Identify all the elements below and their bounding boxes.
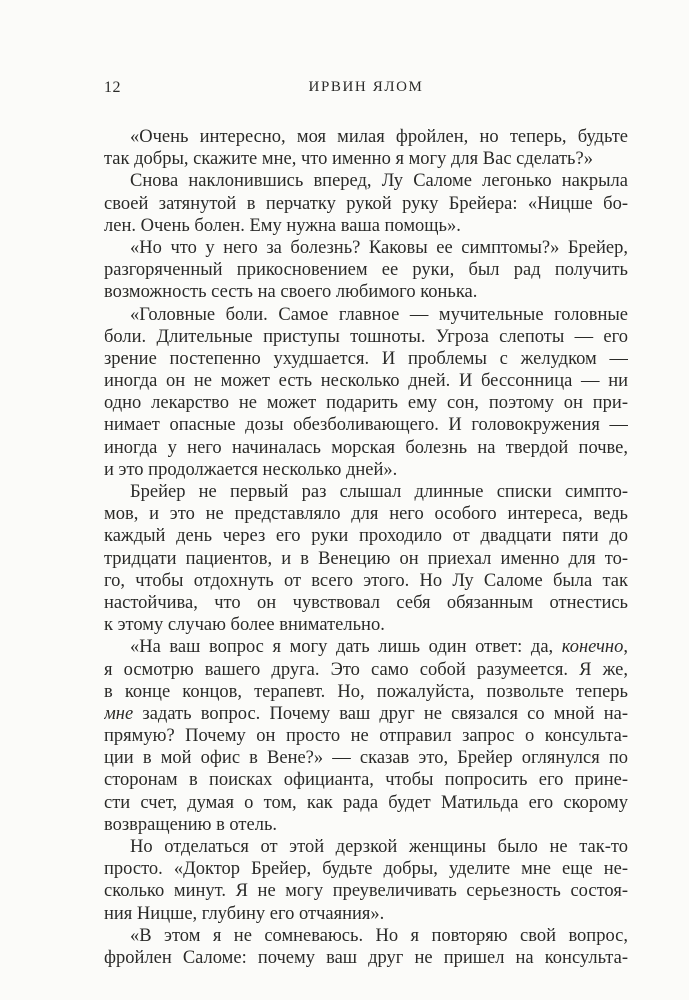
text-line — [104, 503, 628, 525]
text-line — [104, 792, 628, 814]
text-segment: ния Ницше, глубину его отчаяния». — [104, 903, 385, 924]
text-segment: просто. «Доктор Брейер, будьте добры, уделите мне еще не- — [104, 859, 628, 880]
text-line — [104, 392, 628, 414]
text-line — [104, 481, 628, 503]
text-line — [104, 326, 628, 348]
text-segment: иногда у него начиналась морская болезнь на твердой почве, — [104, 437, 628, 458]
body-text — [104, 126, 628, 969]
text-segment: «В этом я не сомневаюсь. Но я повторяю свой вопрос, — [130, 925, 628, 946]
text-line — [104, 170, 628, 192]
text-line — [104, 925, 628, 947]
text-line — [104, 193, 628, 215]
text-segment: и это продолжается несколько дней». — [104, 459, 398, 480]
text-segment: одно лекарство не может подарить ему сон, поэтому он при- — [104, 393, 628, 414]
text-line — [104, 592, 628, 614]
text-line — [104, 237, 628, 259]
text-segment: го, чтобы отдохнуть от всего этого. Но Лу Саломе была так — [104, 570, 628, 591]
text-segment: мов, и это не представляло для него особого интереса, ведь — [104, 504, 628, 525]
text-segment: к этому случаю более внимательно. — [104, 615, 385, 636]
text-segment: «На ваш вопрос я могу дать лишь один ответ: да, — [130, 637, 562, 658]
text-line — [104, 636, 628, 658]
text-segment: «Очень интересно, моя милая фройлен, но теперь, будьте — [130, 127, 628, 147]
text-line — [104, 414, 628, 436]
text-segment: сти счет, думая о том, как рада будет Матильда его скорому — [104, 792, 628, 813]
text-line — [104, 437, 628, 459]
running-head-author: ИРВИН ЯЛОМ — [308, 79, 424, 95]
text-segment: в конце концов, терапевт. Но, пожалуйста, позвольте теперь — [104, 681, 628, 702]
text-segment: Снова наклонившись вперед, Лу Саломе легонько накрыла — [130, 171, 628, 192]
text-segment: сколько минут. Я не могу преувеличивать серьезность состоя- — [104, 881, 628, 902]
text-segment: возвращению в отель. — [104, 814, 278, 835]
text-segment: «Но что у него за болезнь? Каковы ее симптомы?» Брейер, — [130, 237, 628, 258]
text-line — [104, 281, 628, 303]
text-line — [104, 836, 628, 858]
text-line — [104, 947, 628, 969]
emphasized-text: конечно — [561, 637, 624, 658]
text-line — [104, 525, 628, 547]
text-segment: Но отделаться от этой дерзкой женщины было не так-то — [130, 837, 628, 857]
text-segment: так добры, скажите мне, что именно я могу для Вас сделать?» — [104, 149, 593, 170]
page-number: 12 — [104, 79, 121, 96]
text-line — [104, 703, 628, 725]
text-segment: тридцати пациентов, и в Венецию он приехал именно для то- — [104, 548, 628, 569]
text-segment: ции в мой офис в Вене?» — сказав это, Брейер оглянулся по — [104, 748, 628, 769]
text-line — [104, 370, 628, 392]
text-segment: фройлен Саломе: почему ваш друг не пришел на консульта- — [104, 947, 628, 968]
text-segment: лен. Очень болен. Ему нужна ваша помощь». — [104, 215, 461, 236]
text-line — [104, 304, 628, 326]
text-line — [104, 858, 628, 880]
text-segment: я осмотрю вашего друга. Это само собой разумеется. Я же, — [104, 659, 628, 680]
text-segment: сторонам в поисках официанта, чтобы попросить его прине- — [104, 770, 628, 791]
text-line — [104, 659, 628, 681]
text-line — [104, 259, 628, 281]
text-segment: , — [623, 637, 628, 658]
text-segment: своей затянутой в перчатку рукой руку Брейера: «Ницше бо- — [104, 193, 628, 214]
text-line — [104, 548, 628, 570]
text-line — [104, 681, 628, 703]
text-line — [104, 880, 628, 902]
text-segment: боли. Длительные приступы тошноты. Угроза слепоты — его — [104, 326, 628, 347]
text-segment: разгоряченный прикосновением ее руки, был рад получить — [104, 260, 628, 281]
text-line — [104, 814, 628, 836]
text-line — [104, 614, 628, 636]
emphasized-text: мне — [104, 703, 134, 724]
text-line — [104, 725, 628, 747]
text-segment: прямую? Почему он просто не отправил запрос о консульта- — [104, 726, 628, 747]
text-segment: настойчива, что он чувствовал себя обязанным отнестись — [104, 592, 628, 613]
text-segment: зрение постепенно ухудшается. И проблемы с желудком — — [104, 348, 628, 369]
text-segment: нимает опасные дозы обезболивающего. И головокружения — — [104, 415, 628, 436]
text-line — [104, 348, 628, 370]
text-segment: возможность сесть на своего любимого конька. — [104, 282, 478, 303]
text-line — [104, 903, 628, 925]
text-segment: каждый день через его руки проходило от двадцати пяти до — [104, 526, 628, 547]
text-line — [104, 747, 628, 769]
text-line — [104, 769, 628, 791]
text-segment: Брейер не первый раз слышал длинные списки симпто- — [130, 482, 628, 502]
page-header — [104, 79, 628, 103]
text-line — [104, 459, 628, 481]
text-line — [104, 570, 628, 592]
text-segment: «Головные боли. Самое главное — мучительные головные — [130, 304, 628, 325]
text-line — [104, 148, 628, 170]
text-segment: задать вопрос. Почему ваш друг не связался со мной на- — [133, 703, 628, 724]
text-line — [104, 215, 628, 237]
text-line — [104, 126, 628, 148]
text-segment: иногда он не может есть несколько дней. И бессонница — ни — [104, 371, 628, 392]
